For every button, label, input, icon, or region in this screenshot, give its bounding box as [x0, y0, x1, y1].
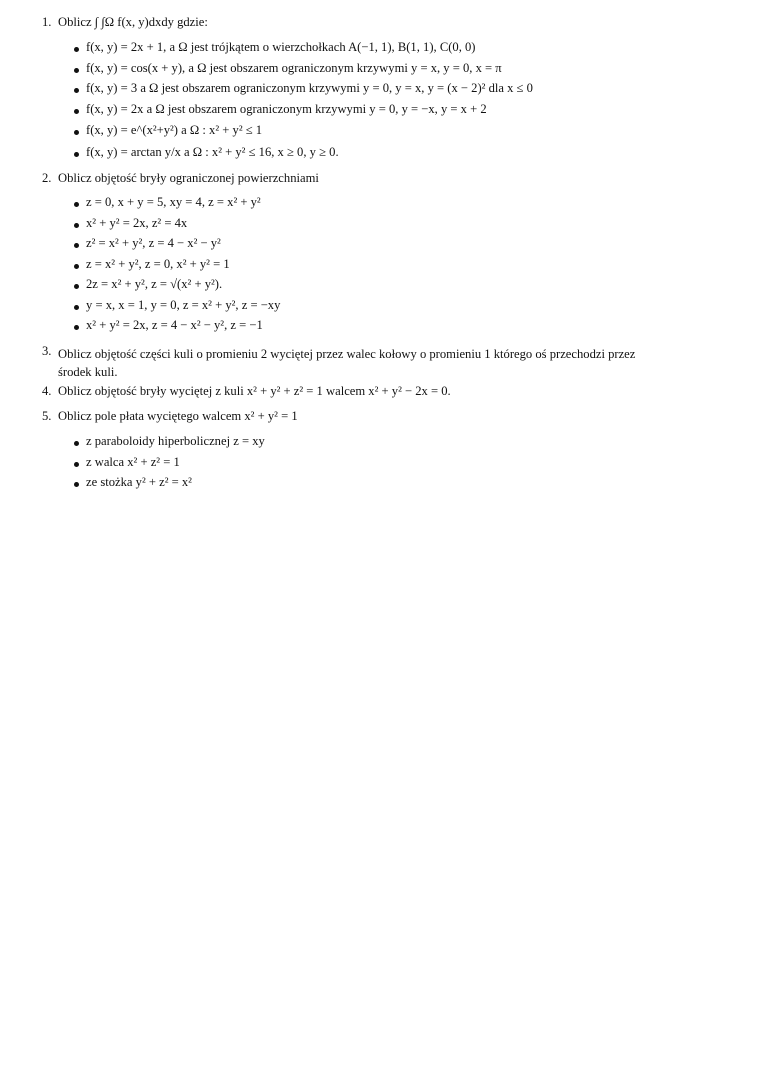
problem-number: 2.	[42, 171, 52, 185]
problem-number: 3.	[42, 344, 52, 358]
problem-stem: Oblicz objętość bryły ograniczonej powierzchniami	[58, 171, 319, 185]
list-item-text: y = x, x = 1, y = 0, z = x² + y², z = −xy	[86, 298, 281, 312]
problem-number: 1.	[42, 15, 52, 29]
bullet-icon	[74, 109, 79, 114]
problem-number: 5.	[42, 409, 52, 423]
list-item-text: f(x, y) = cos(x + y), a Ω jest obszarem ograniczonym krzywymi y = x, y = 0, x = π	[86, 61, 502, 75]
list-item-text: f(x, y) = arctan y/x a Ω : x² + y² ≤ 16, x ≥ 0, y ≥ 0.	[86, 145, 339, 159]
bullet-icon	[74, 284, 79, 289]
problem-stem: Oblicz objętość bryły wyciętej z kuli x² + y² + z² = 1 walcem x² + y² − 2x = 0.	[58, 384, 451, 398]
list-item-text: ze stożka y² + z² = x²	[86, 475, 192, 489]
bullet-icon	[74, 202, 79, 207]
bullet-icon	[74, 441, 79, 446]
list-item-text: f(x, y) = 3 a Ω jest obszarem ograniczonym krzywymi y = 0, y = x, y = (x − 2)² dla x ≤ 0	[86, 81, 533, 95]
bullet-icon	[74, 88, 79, 93]
bullet-icon	[74, 305, 79, 310]
bullet-icon	[74, 325, 79, 330]
problem-stem: Oblicz objętość części kuli o promieniu 2 wyciętej przez walec kołowy o promieniu 1 którego oś przechodzi przez środek kuli.	[58, 347, 636, 379]
list-item-text: z paraboloidy hiperbolicznej z = xy	[86, 434, 265, 448]
bullet-icon	[74, 264, 79, 269]
bullet-icon	[74, 223, 79, 228]
list-item-text: z = 0, x + y = 5, xy = 4, z = x² + y²	[86, 195, 261, 209]
problem-number: 4.	[42, 384, 52, 398]
list-item-text: x² + y² = 2x, z² = 4x	[86, 216, 188, 230]
bullet-icon	[74, 130, 79, 135]
list-item-text: z = x² + y², z = 0, x² + y² = 1	[86, 257, 230, 271]
bullet-icon	[74, 462, 79, 467]
list-item-text: f(x, y) = 2x + 1, a Ω jest trójkątem o wierzchołkach A(−1, 1), B(1, 1), C(0, 0)	[86, 40, 476, 54]
problem-stem: Oblicz pole płata wyciętego walcem x² + y² = 1	[58, 409, 298, 423]
bullet-icon	[74, 243, 79, 248]
problem-stem: Oblicz ∫ ∫Ω f(x, y)dxdy gdzie:	[58, 15, 208, 29]
bullet-icon	[74, 152, 79, 157]
list-item-text: z² = x² + y², z = 4 − x² − y²	[86, 236, 221, 250]
list-item-text: z walca x² + z² = 1	[86, 455, 180, 469]
list-item-text: 2z = x² + y², z = √(x² + y²).	[86, 277, 223, 291]
bullet-icon	[74, 482, 79, 487]
list-item-text: f(x, y) = 2x a Ω jest obszarem ograniczonym krzywymi y = 0, y = −x, y = x + 2	[86, 102, 487, 116]
list-item-text: f(x, y) = e^(x²+y²) a Ω : x² + y² ≤ 1	[86, 123, 263, 137]
bullet-icon	[74, 68, 79, 73]
bullet-icon	[74, 47, 79, 52]
list-item-text: x² + y² = 2x, z = 4 − x² − y², z = −1	[86, 318, 263, 332]
